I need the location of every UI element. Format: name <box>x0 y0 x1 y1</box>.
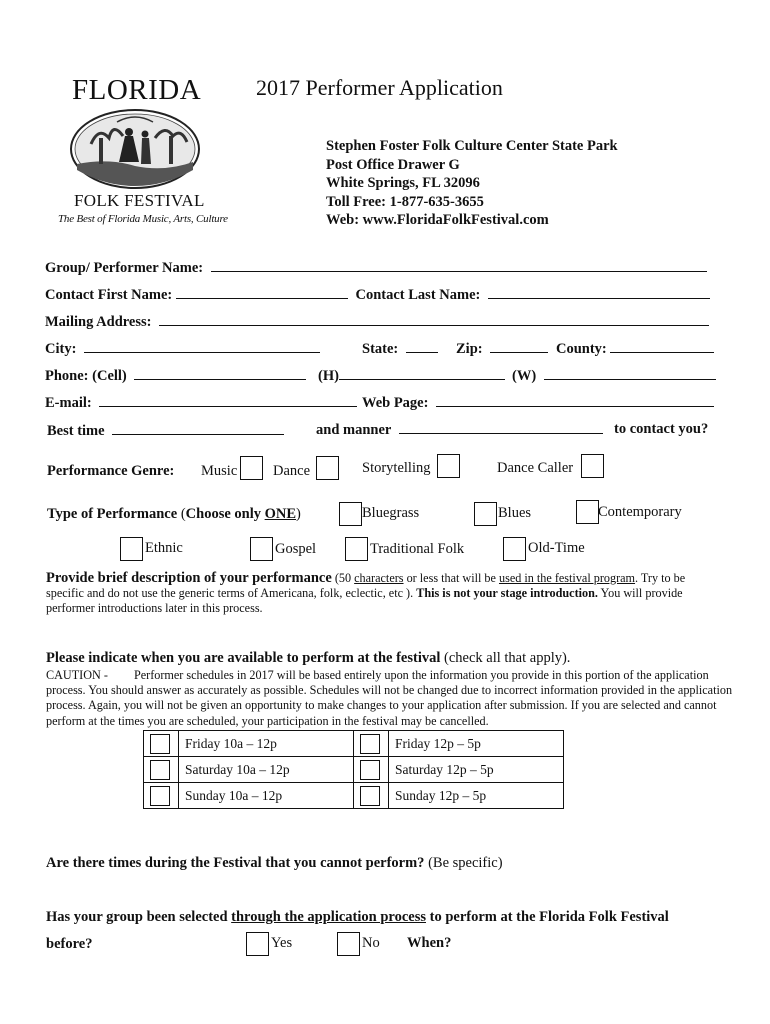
type-blues-checkbox[interactable] <box>474 502 497 526</box>
genre-dance-caller-checkbox[interactable] <box>581 454 604 478</box>
genre-dance-label: Dance <box>273 463 311 479</box>
availability-heading-row: Please indicate when you are available to perform at the festival (check all that apply). <box>46 650 571 666</box>
caution-text: CAUTION - Performer schedules in 2017 will be based entirely upon the information you provide in this portion of the application process. You should answer as accurately as possible. Schedules will not be changed due to incorrect information provided in the application process. Again, you will not be given an opportunity to make changes to your application after submission. If you are selected and cannot perform at the times you are scheduled, your participation in the festival may be cancelled. <box>46 668 733 728</box>
home-phone-group <box>318 367 505 385</box>
zip-group <box>456 340 548 358</box>
group-name-row <box>45 259 707 277</box>
county-group <box>556 340 714 358</box>
logo-subtitle: FOLK FESTIVAL <box>74 191 205 210</box>
type-bluegrass-checkbox[interactable] <box>339 502 362 526</box>
city-row: City: <box>45 340 320 358</box>
table-row <box>144 731 564 757</box>
genre-label: Performance Genre: <box>47 463 175 479</box>
slot-label: Friday 12p – 5p <box>389 731 564 757</box>
email-label: E-mail: <box>45 395 92 411</box>
genre-storytelling-label: Storytelling <box>362 460 431 476</box>
mailing-row <box>45 313 709 331</box>
city-input[interactable] <box>84 340 320 353</box>
type-old-time-checkbox[interactable] <box>503 537 526 561</box>
best-time-input[interactable] <box>112 422 284 435</box>
best-time-label: Best time <box>47 423 105 439</box>
mailing-input[interactable] <box>159 313 709 326</box>
address-line: Stephen Foster Folk Culture Center State Park <box>326 138 618 154</box>
contact-name-row <box>45 286 710 304</box>
address-line: Toll Free: 1-877-635-3655 <box>326 193 484 210</box>
home-label: (H) <box>318 368 339 384</box>
zip-input[interactable] <box>490 340 548 353</box>
type-gospel-label: Gospel <box>275 541 317 557</box>
first-name-input[interactable] <box>176 286 348 299</box>
work-label: (W) <box>512 368 537 384</box>
genre-music-checkbox[interactable] <box>240 456 263 480</box>
county-input[interactable] <box>610 340 714 353</box>
county-label: County: <box>556 341 607 357</box>
type-label: Type of Performance (Choose only ONE) <box>47 506 301 522</box>
availability-heading: Please indicate when you are available to perform at the festival <box>46 650 441 666</box>
type-traditional-folk-label: Traditional Folk <box>370 541 465 557</box>
work-phone-input[interactable] <box>544 367 716 380</box>
type-ethnic-checkbox[interactable] <box>120 537 143 561</box>
type-contemporary-label: Contemporary <box>598 504 682 520</box>
slot-label: Sunday 10a – 12p <box>179 783 354 809</box>
sunday-morning-checkbox[interactable] <box>150 786 170 806</box>
webpage-label: Web Page <box>362 395 424 411</box>
address-line: Post Office Drawer G <box>326 156 460 173</box>
manner-label: and manner <box>316 422 392 438</box>
contact-you-label: to contact you? <box>614 421 709 437</box>
genre-dance-checkbox[interactable] <box>316 456 339 480</box>
group-name-input[interactable] <box>211 259 707 272</box>
genre-music-label: Music <box>201 463 238 479</box>
previous-yes-label: Yes <box>271 935 293 951</box>
cannot-perform-row: Are there times during the Festival that you cannot perform? (Be specific) <box>46 855 503 871</box>
state-label: State: <box>362 341 399 357</box>
phone-row: Phone: (Cell) <box>45 367 306 385</box>
previous-before-label: before? <box>46 936 93 952</box>
type-ethnic-label: Ethnic <box>145 540 183 556</box>
manner-input[interactable] <box>399 421 603 434</box>
description-heading: Provide brief description of your performance <box>46 570 332 586</box>
city-label: City <box>45 341 72 357</box>
table-row <box>144 757 564 783</box>
manner-group <box>316 421 603 439</box>
logo-tagline: The Best of Florida Music, Arts, Culture <box>58 213 228 225</box>
last-name-input[interactable] <box>488 286 710 299</box>
email-row <box>45 394 357 412</box>
slot-label: Saturday 10a – 12p <box>179 757 354 783</box>
page-title: 2017 Performer Application <box>256 75 503 100</box>
genre-dance-caller-label: Dance Caller <box>497 460 574 476</box>
address-block <box>326 137 666 230</box>
friday-afternoon-checkbox[interactable] <box>360 734 380 754</box>
logo-title: FLORIDA <box>72 74 202 106</box>
work-phone-group <box>512 367 716 385</box>
type-blues-label: Blues <box>498 505 532 521</box>
type-bluegrass-label: Bluegrass <box>362 505 420 521</box>
genre-storytelling-checkbox[interactable] <box>437 454 460 478</box>
cell-label: (Cell) <box>92 368 127 384</box>
mailing-label: Mailing Address: <box>45 314 152 330</box>
group-name-label: Group/ Performer Name: <box>45 260 204 276</box>
previous-no-label: No <box>362 935 380 951</box>
state-input[interactable] <box>406 340 438 353</box>
sunday-afternoon-checkbox[interactable] <box>360 786 380 806</box>
slot-label: Friday 10a – 12p <box>179 731 354 757</box>
type-traditional-folk-checkbox[interactable] <box>345 537 368 561</box>
type-old-time-label: Old-Time <box>528 540 585 556</box>
description-block: Provide brief description of your performance (50 characters or less that will be used in the festival program. Try to be specific and do not use the generic terms of Americana, folk, eclectic, etc ). This is not your stage introduction. You will provide performer introductions later in this process. <box>46 570 686 616</box>
webpage-input[interactable] <box>436 394 714 407</box>
logo-illustration <box>69 108 201 190</box>
last-name-label: Contact Last Name: <box>355 287 481 303</box>
address-line: Web: www.FloridaFolkFestival.com <box>326 212 549 229</box>
previous-yes-checkbox[interactable] <box>246 932 269 956</box>
best-time-row <box>47 422 284 440</box>
cell-phone-input[interactable] <box>134 367 306 380</box>
slot-label: Saturday 12p – 5p <box>389 757 564 783</box>
type-gospel-checkbox[interactable] <box>250 537 273 561</box>
cannot-perform-question: Are there times during the Festival that you cannot perform? <box>46 855 425 871</box>
table-row <box>144 783 564 809</box>
address-line: White Springs, FL 32096 <box>326 175 480 192</box>
state-group <box>362 340 438 358</box>
slot-label: Sunday 12p – 5p <box>389 783 564 809</box>
webpage-group: Web Page: <box>362 394 714 412</box>
email-input[interactable] <box>99 394 357 407</box>
previous-when-label: When? <box>407 935 452 951</box>
phone-label: Phone <box>45 368 84 384</box>
type-contemporary-checkbox[interactable] <box>576 500 599 524</box>
previous-no-checkbox[interactable] <box>337 932 360 956</box>
saturday-morning-checkbox[interactable] <box>150 760 170 780</box>
saturday-afternoon-checkbox[interactable] <box>360 760 380 780</box>
zip-label: Zip: <box>456 341 483 357</box>
previous-question: Has your group been selected through the application process to perform at the Florida Folk Festival <box>46 909 669 925</box>
first-name-label: Contact First Name: <box>45 287 173 303</box>
friday-morning-checkbox[interactable] <box>150 734 170 754</box>
availability-table <box>143 730 564 809</box>
home-phone-input[interactable] <box>339 367 505 380</box>
